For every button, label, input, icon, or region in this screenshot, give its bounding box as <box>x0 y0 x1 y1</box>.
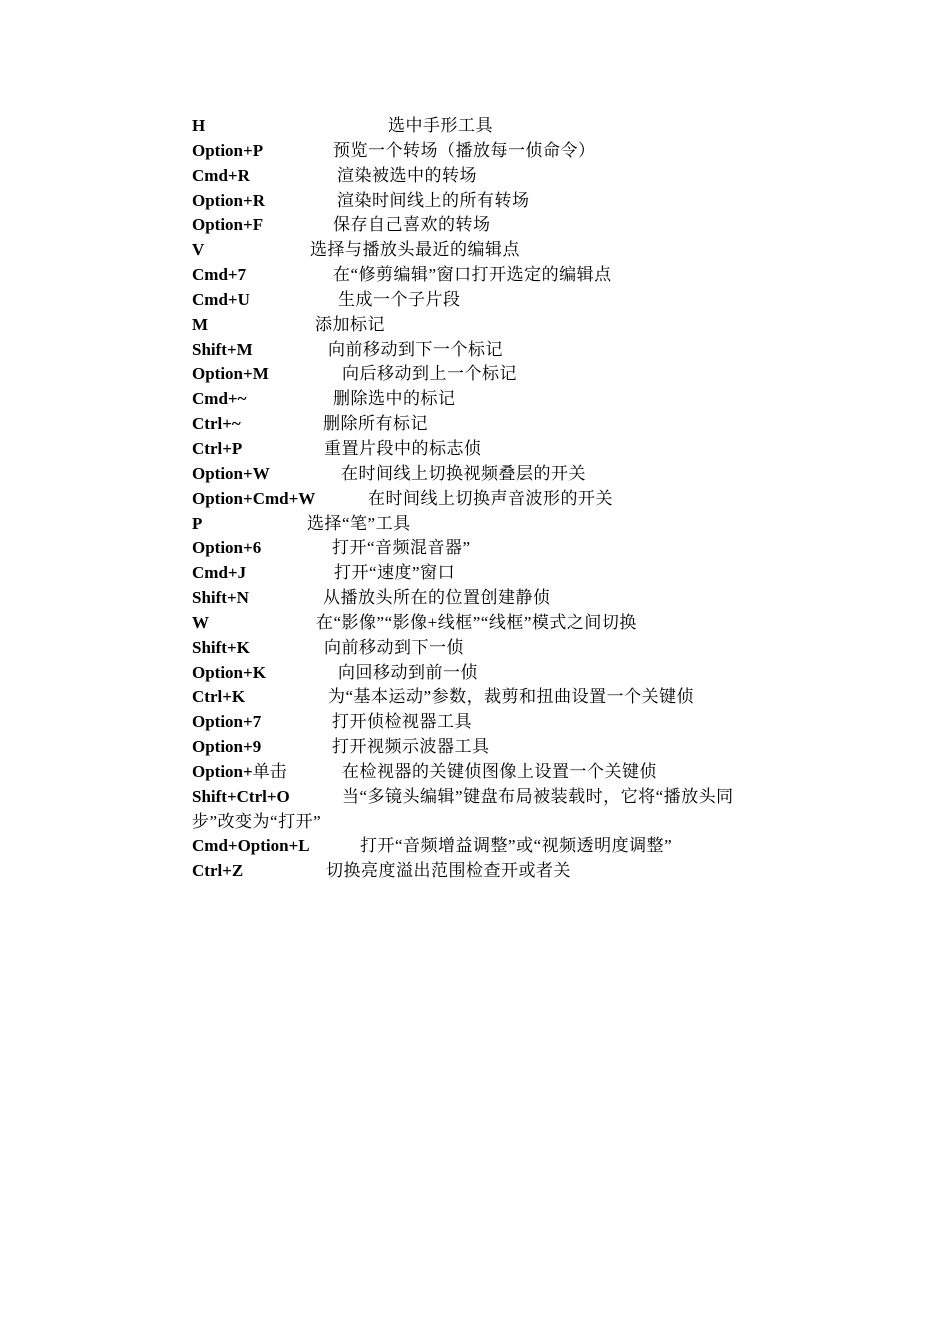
shortcut-key: Shift+Ctrl+O <box>192 786 290 806</box>
shortcut-row <box>192 263 802 288</box>
shortcut-key: Option+K <box>192 662 266 682</box>
shortcut-row <box>192 412 802 437</box>
shortcut-row <box>192 338 802 363</box>
shortcut-row <box>192 611 802 636</box>
shortcut-key: Option+7 <box>192 712 262 732</box>
shortcut-row <box>192 387 802 412</box>
shortcut-key: H <box>192 116 206 135</box>
shortcut-description: 打开侦检视器工具 <box>332 712 472 732</box>
shortcut-description: 选择与播放头最近的编辑点 <box>310 240 520 260</box>
shortcut-description: 打开“音频增益调整”或“视频透明度调整” <box>360 836 673 856</box>
shortcut-row <box>192 785 802 835</box>
shortcut-key: V <box>192 240 205 260</box>
shortcut-row <box>192 114 802 139</box>
shortcut-row <box>192 462 802 487</box>
shortcut-key: Ctrl+P <box>192 438 243 458</box>
shortcut-row <box>192 487 802 512</box>
shortcut-description: 打开“速度”窗口 <box>334 563 456 583</box>
shortcut-description: 重置片段中的标志侦 <box>324 438 482 458</box>
shortcut-key: Cmd+Option+L <box>192 836 310 856</box>
shortcut-row <box>192 735 802 760</box>
shortcut-row <box>192 362 802 387</box>
shortcut-row <box>192 139 802 164</box>
shortcut-description: 渲染被选中的转场 <box>337 165 477 185</box>
shortcut-key: Option+F <box>192 215 264 235</box>
shortcut-key <box>192 760 287 785</box>
shortcut-key: Cmd+U <box>192 289 250 309</box>
shortcut-row <box>192 288 802 313</box>
shortcut-row <box>192 859 802 884</box>
shortcut-description: 为“基本运动”参数，裁剪和扭曲设置一个关键侦 <box>328 687 695 707</box>
shortcut-row <box>192 834 802 859</box>
shortcut-key: Option+9 <box>192 737 262 757</box>
shortcut-description: 切换亮度溢出范围检查开或者关 <box>326 861 571 881</box>
shortcut-key: Option+Cmd+W <box>192 488 316 508</box>
shortcut-key-modifier: Option+ <box>192 761 253 781</box>
shortcut-description: 在“修剪编辑”窗口打开选定的编辑点 <box>333 265 612 285</box>
shortcut-row <box>192 213 802 238</box>
shortcut-description: 选中手形工具 <box>388 116 493 135</box>
shortcut-row <box>192 189 802 214</box>
shortcut-description: 保存自己喜欢的转场 <box>333 215 491 235</box>
shortcut-row <box>192 661 802 686</box>
shortcut-description: 打开“音频混音器” <box>332 538 471 558</box>
shortcut-key: Ctrl+K <box>192 687 246 707</box>
shortcut-description: 从播放头所在的位置创建静侦 <box>323 588 551 608</box>
shortcut-description: 在检视器的关键侦图像上设置一个关键侦 <box>342 761 657 781</box>
shortcut-description: 选择“笔”工具 <box>307 513 411 533</box>
shortcut-key: Shift+M <box>192 339 253 359</box>
shortcut-row <box>192 685 802 710</box>
shortcut-key: Shift+N <box>192 588 249 608</box>
shortcut-key: Cmd+J <box>192 563 247 583</box>
shortcut-description: 向回移动到前一侦 <box>338 662 478 682</box>
shortcut-key: Shift+K <box>192 637 250 657</box>
shortcut-key-action: 单击 <box>252 761 287 781</box>
shortcut-description: 删除所有标记 <box>323 414 428 434</box>
shortcut-description: 预览一个转场（播放每一侦命令） <box>333 140 596 160</box>
shortcut-key: Ctrl+Z <box>192 861 244 881</box>
shortcut-key: Ctrl+~ <box>192 414 241 434</box>
shortcut-row <box>192 313 802 338</box>
shortcut-key: P <box>192 513 203 533</box>
shortcut-row <box>192 760 802 785</box>
shortcut-description-continued: 步”改变为“打开” <box>192 811 322 831</box>
shortcut-key: Cmd+~ <box>192 389 247 409</box>
shortcut-key: Option+M <box>192 364 269 384</box>
shortcut-key: Option+6 <box>192 538 262 558</box>
shortcut-description: 在“影像”“影像+线框”“线框”模式之间切换 <box>316 612 637 632</box>
shortcut-description: 在时间线上切换视频叠层的开关 <box>341 463 586 483</box>
shortcut-key: M <box>192 314 209 334</box>
shortcut-description: 向前移动到下一侦 <box>324 637 464 657</box>
shortcut-row <box>192 238 802 263</box>
shortcut-row <box>192 437 802 462</box>
shortcut-key: Option+P <box>192 140 264 160</box>
shortcut-row <box>192 164 802 189</box>
shortcut-key: Option+R <box>192 190 265 210</box>
shortcut-description: 添加标记 <box>315 314 385 334</box>
shortcut-description: 渲染时间线上的所有转场 <box>337 190 530 210</box>
shortcut-list <box>192 114 802 884</box>
shortcut-key: Cmd+7 <box>192 265 247 285</box>
shortcut-description: 删除选中的标记 <box>333 389 456 409</box>
shortcut-description: 生成一个子片段 <box>338 289 461 309</box>
shortcut-row <box>192 636 802 661</box>
shortcut-row <box>192 561 802 586</box>
shortcut-description: 当“多镜头编辑”键盘布局被装载时，它将“播放头同 <box>342 786 734 806</box>
shortcut-description: 向前移动到下一个标记 <box>328 339 503 359</box>
shortcut-description: 在时间线上切换声音波形的开关 <box>368 488 613 508</box>
shortcut-description: 打开视频示波器工具 <box>332 737 490 757</box>
shortcut-row <box>192 586 802 611</box>
shortcut-description: 向后移动到上一个标记 <box>342 364 517 384</box>
shortcut-key: W <box>192 612 209 632</box>
shortcut-row <box>192 710 802 735</box>
shortcut-row <box>192 536 802 561</box>
shortcut-key: Cmd+R <box>192 165 250 185</box>
shortcut-row <box>192 512 802 537</box>
shortcut-key: Option+W <box>192 463 270 483</box>
